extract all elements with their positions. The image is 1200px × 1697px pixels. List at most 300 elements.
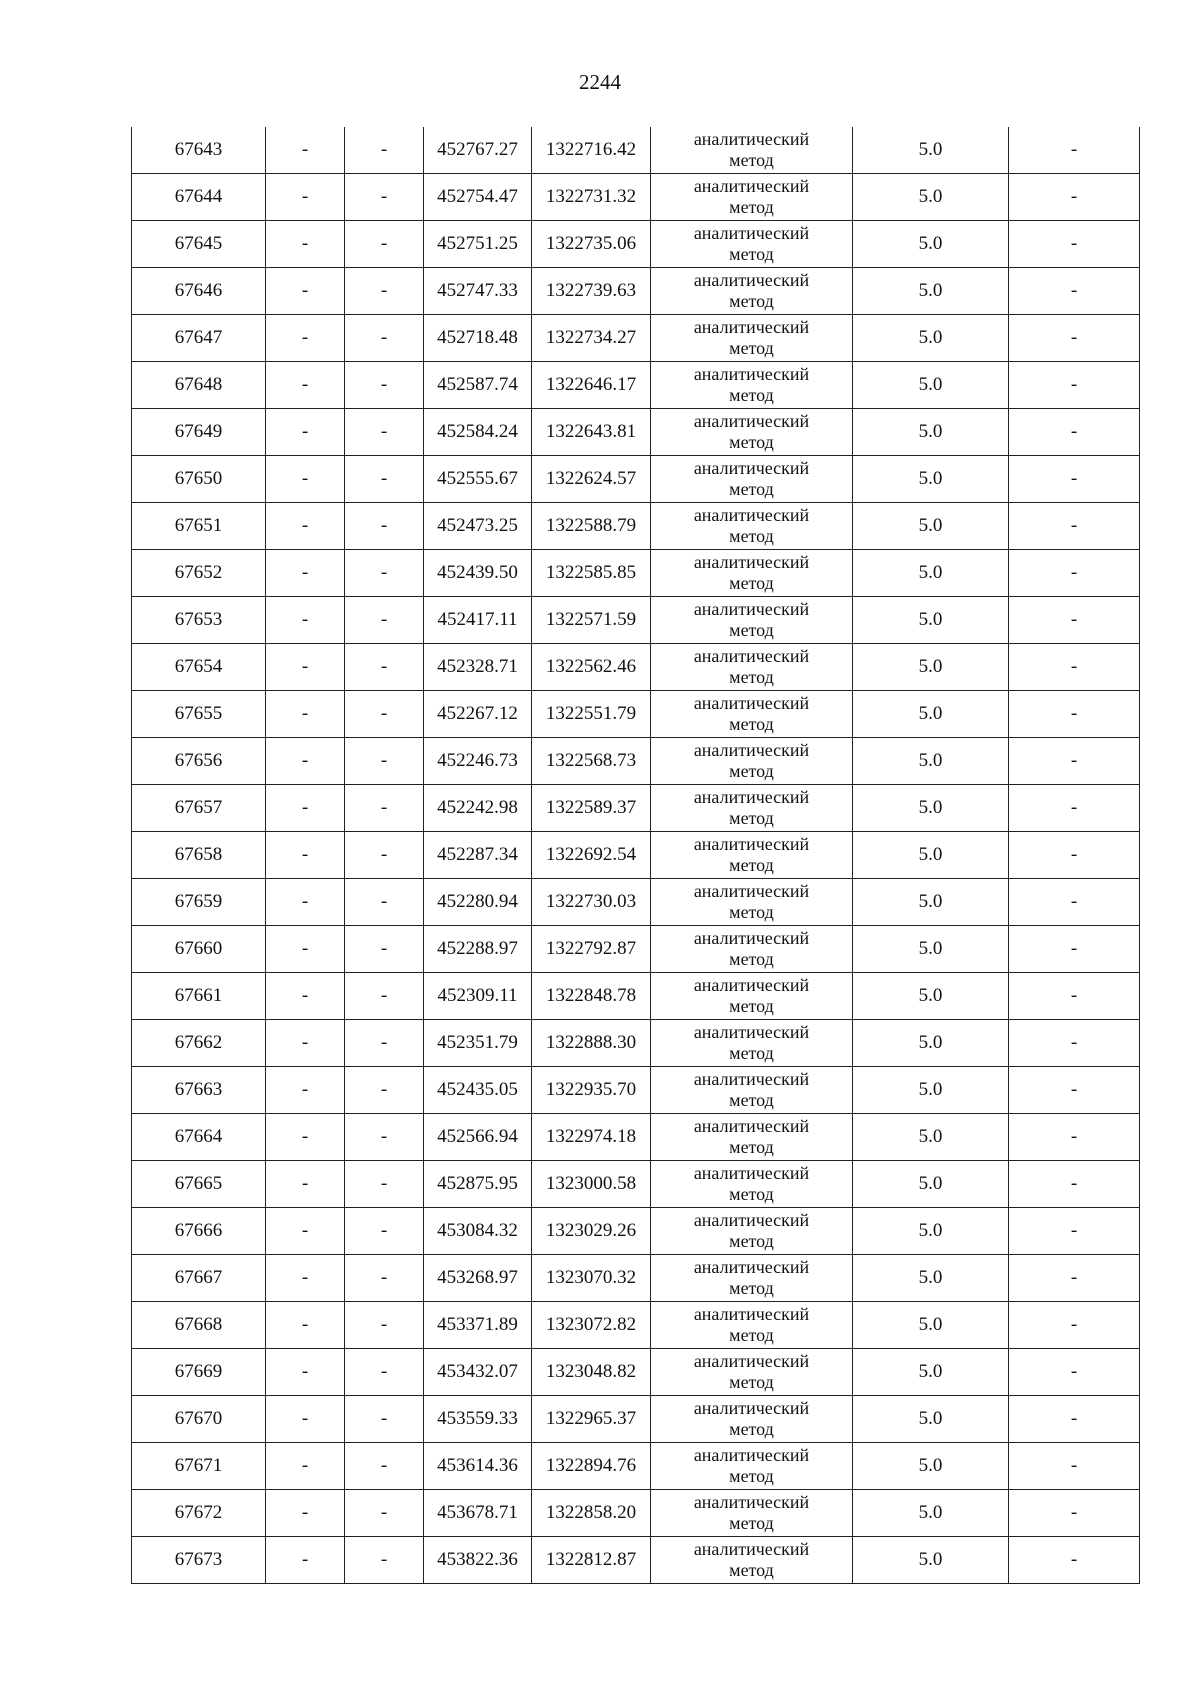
method-cell <box>651 691 853 738</box>
dash-cell-c: - <box>1009 973 1140 1020</box>
table-row <box>132 1396 1140 1443</box>
y-coordinate-cell: 1322894.76 <box>532 1443 651 1490</box>
method-cell <box>651 1255 853 1302</box>
method-cell <box>651 127 853 174</box>
x-coordinate-cell: 452473.25 <box>424 503 532 550</box>
method-line-1: аналитический <box>693 1398 810 1418</box>
table-row <box>132 127 1140 174</box>
method-line-2: метод <box>729 1372 774 1392</box>
method-line-1: аналитический <box>693 881 810 901</box>
accuracy-cell: 5.0 <box>853 550 1009 597</box>
method-line-2: метод <box>729 244 774 264</box>
y-coordinate-cell: 1322848.78 <box>532 973 651 1020</box>
point-number-cell: 67653 <box>132 597 266 644</box>
dash-cell-a: - <box>266 879 345 926</box>
dash-cell-a: - <box>266 1302 345 1349</box>
dash-cell-c: - <box>1009 127 1140 174</box>
point-number-cell: 67666 <box>132 1208 266 1255</box>
dash-cell-b: - <box>345 1443 424 1490</box>
dash-cell-b: - <box>345 550 424 597</box>
dash-cell-b: - <box>345 1255 424 1302</box>
accuracy-cell: 5.0 <box>853 1255 1009 1302</box>
method-line-1: аналитический <box>693 364 810 384</box>
dash-cell-a: - <box>266 973 345 1020</box>
dash-cell-b: - <box>345 785 424 832</box>
method-line-1: аналитический <box>693 1210 810 1230</box>
method-cell <box>651 738 853 785</box>
accuracy-cell: 5.0 <box>853 1396 1009 1443</box>
y-coordinate-cell: 1322735.06 <box>532 221 651 268</box>
table-row <box>132 1443 1140 1490</box>
dash-cell-a: - <box>266 362 345 409</box>
dash-cell-a: - <box>266 221 345 268</box>
method-line-1: аналитический <box>693 1304 810 1324</box>
dash-cell-a: - <box>266 1161 345 1208</box>
method-line-2: метод <box>729 1419 774 1439</box>
dash-cell-b: - <box>345 1490 424 1537</box>
dash-cell-b: - <box>345 1020 424 1067</box>
dash-cell-b: - <box>345 691 424 738</box>
method-cell <box>651 1114 853 1161</box>
accuracy-cell: 5.0 <box>853 1349 1009 1396</box>
accuracy-cell: 5.0 <box>853 597 1009 644</box>
dash-cell-c: - <box>1009 738 1140 785</box>
y-coordinate-cell: 1322965.37 <box>532 1396 651 1443</box>
x-coordinate-cell: 452718.48 <box>424 315 532 362</box>
dash-cell-b: - <box>345 409 424 456</box>
accuracy-cell: 5.0 <box>853 268 1009 315</box>
dash-cell-c: - <box>1009 691 1140 738</box>
table-body <box>132 127 1140 1584</box>
method-line-1: аналитический <box>693 1069 810 1089</box>
table-row <box>132 879 1140 926</box>
dash-cell-a: - <box>266 456 345 503</box>
x-coordinate-cell: 452566.94 <box>424 1114 532 1161</box>
point-number-cell: 67668 <box>132 1302 266 1349</box>
method-cell <box>651 1443 853 1490</box>
x-coordinate-cell: 452587.74 <box>424 362 532 409</box>
dash-cell-b: - <box>345 268 424 315</box>
method-line-2: метод <box>729 1325 774 1345</box>
table-row <box>132 221 1140 268</box>
dash-cell-a: - <box>266 174 345 221</box>
dash-cell-c: - <box>1009 409 1140 456</box>
x-coordinate-cell: 452751.25 <box>424 221 532 268</box>
x-coordinate-cell: 452328.71 <box>424 644 532 691</box>
accuracy-cell: 5.0 <box>853 1302 1009 1349</box>
x-coordinate-cell: 452351.79 <box>424 1020 532 1067</box>
dash-cell-b: - <box>345 1114 424 1161</box>
point-number-cell: 67669 <box>132 1349 266 1396</box>
table-row <box>132 174 1140 221</box>
y-coordinate-cell: 1323048.82 <box>532 1349 651 1396</box>
x-coordinate-cell: 453559.33 <box>424 1396 532 1443</box>
method-cell <box>651 221 853 268</box>
dash-cell-a: - <box>266 691 345 738</box>
x-coordinate-cell: 452747.33 <box>424 268 532 315</box>
x-coordinate-cell: 452287.34 <box>424 832 532 879</box>
y-coordinate-cell: 1322888.30 <box>532 1020 651 1067</box>
y-coordinate-cell: 1323000.58 <box>532 1161 651 1208</box>
dash-cell-c: - <box>1009 1302 1140 1349</box>
accuracy-cell: 5.0 <box>853 221 1009 268</box>
dash-cell-c: - <box>1009 597 1140 644</box>
method-line-1: аналитический <box>693 1257 810 1277</box>
point-number-cell: 67656 <box>132 738 266 785</box>
x-coordinate-cell: 452875.95 <box>424 1161 532 1208</box>
point-number-cell: 67672 <box>132 1490 266 1537</box>
dash-cell-c: - <box>1009 1537 1140 1584</box>
method-line-2: метод <box>729 385 774 405</box>
x-coordinate-cell: 452754.47 <box>424 174 532 221</box>
point-number-cell: 67659 <box>132 879 266 926</box>
method-line-1: аналитический <box>693 1445 810 1465</box>
table-row <box>132 1114 1140 1161</box>
method-line-1: аналитический <box>693 552 810 572</box>
accuracy-cell: 5.0 <box>853 1020 1009 1067</box>
table-row <box>132 1537 1140 1584</box>
method-line-2: метод <box>729 197 774 217</box>
method-line-1: аналитический <box>693 1116 810 1136</box>
method-line-2: метод <box>729 1090 774 1110</box>
point-number-cell: 67646 <box>132 268 266 315</box>
dash-cell-c: - <box>1009 832 1140 879</box>
accuracy-cell: 5.0 <box>853 456 1009 503</box>
method-line-2: метод <box>729 1513 774 1533</box>
dash-cell-c: - <box>1009 1208 1140 1255</box>
point-number-cell: 67658 <box>132 832 266 879</box>
dash-cell-c: - <box>1009 1067 1140 1114</box>
method-line-2: метод <box>729 949 774 969</box>
dash-cell-a: - <box>266 409 345 456</box>
method-cell <box>651 644 853 691</box>
method-cell <box>651 1067 853 1114</box>
method-line-2: метод <box>729 1137 774 1157</box>
point-number-cell: 67652 <box>132 550 266 597</box>
dash-cell-a: - <box>266 926 345 973</box>
dash-cell-c: - <box>1009 503 1140 550</box>
method-line-2: метод <box>729 150 774 170</box>
dash-cell-b: - <box>345 315 424 362</box>
table-row <box>132 1020 1140 1067</box>
x-coordinate-cell: 452417.11 <box>424 597 532 644</box>
dash-cell-c: - <box>1009 1349 1140 1396</box>
method-line-1: аналитический <box>693 1351 810 1371</box>
table-row <box>132 268 1140 315</box>
table-row <box>132 456 1140 503</box>
y-coordinate-cell: 1322792.87 <box>532 926 651 973</box>
accuracy-cell: 5.0 <box>853 926 1009 973</box>
point-number-cell: 67648 <box>132 362 266 409</box>
method-cell <box>651 268 853 315</box>
accuracy-cell: 5.0 <box>853 879 1009 926</box>
table-row <box>132 1208 1140 1255</box>
x-coordinate-cell: 453614.36 <box>424 1443 532 1490</box>
table-row <box>132 362 1140 409</box>
method-line-1: аналитический <box>693 975 810 995</box>
dash-cell-a: - <box>266 1490 345 1537</box>
point-number-cell: 67671 <box>132 1443 266 1490</box>
dash-cell-a: - <box>266 1208 345 1255</box>
point-number-cell: 67661 <box>132 973 266 1020</box>
table-row <box>132 691 1140 738</box>
x-coordinate-cell: 452439.50 <box>424 550 532 597</box>
accuracy-cell: 5.0 <box>853 785 1009 832</box>
method-line-1: аналитический <box>693 411 810 431</box>
point-number-cell: 67664 <box>132 1114 266 1161</box>
method-line-1: аналитический <box>693 928 810 948</box>
method-cell <box>651 362 853 409</box>
accuracy-cell: 5.0 <box>853 832 1009 879</box>
method-cell <box>651 597 853 644</box>
x-coordinate-cell: 452288.97 <box>424 926 532 973</box>
table-row <box>132 1067 1140 1114</box>
dash-cell-c: - <box>1009 1114 1140 1161</box>
dash-cell-b: - <box>345 973 424 1020</box>
x-coordinate-cell: 452309.11 <box>424 973 532 1020</box>
table-row <box>132 832 1140 879</box>
dash-cell-c: - <box>1009 315 1140 362</box>
y-coordinate-cell: 1322730.03 <box>532 879 651 926</box>
method-line-2: метод <box>729 667 774 687</box>
dash-cell-a: - <box>266 1443 345 1490</box>
table-row <box>132 738 1140 785</box>
accuracy-cell: 5.0 <box>853 409 1009 456</box>
y-coordinate-cell: 1322568.73 <box>532 738 651 785</box>
method-line-2: метод <box>729 338 774 358</box>
accuracy-cell: 5.0 <box>853 1067 1009 1114</box>
x-coordinate-cell: 453371.89 <box>424 1302 532 1349</box>
dash-cell-c: - <box>1009 550 1140 597</box>
method-line-2: метод <box>729 1466 774 1486</box>
method-line-1: аналитический <box>693 223 810 243</box>
dash-cell-b: - <box>345 1349 424 1396</box>
x-coordinate-cell: 453822.36 <box>424 1537 532 1584</box>
method-line-2: метод <box>729 291 774 311</box>
accuracy-cell: 5.0 <box>853 362 1009 409</box>
method-line-1: аналитический <box>693 693 810 713</box>
y-coordinate-cell: 1322562.46 <box>532 644 651 691</box>
accuracy-cell: 5.0 <box>853 1161 1009 1208</box>
accuracy-cell: 5.0 <box>853 1537 1009 1584</box>
method-line-1: аналитический <box>693 129 810 149</box>
x-coordinate-cell: 452280.94 <box>424 879 532 926</box>
y-coordinate-cell: 1322716.42 <box>532 127 651 174</box>
y-coordinate-cell: 1322646.17 <box>532 362 651 409</box>
method-cell <box>651 1396 853 1443</box>
dash-cell-b: - <box>345 127 424 174</box>
dash-cell-a: - <box>266 597 345 644</box>
dash-cell-c: - <box>1009 1255 1140 1302</box>
point-number-cell: 67643 <box>132 127 266 174</box>
method-cell <box>651 926 853 973</box>
dash-cell-b: - <box>345 926 424 973</box>
method-line-1: аналитический <box>693 1022 810 1042</box>
dash-cell-a: - <box>266 503 345 550</box>
accuracy-cell: 5.0 <box>853 315 1009 362</box>
method-line-2: метод <box>729 902 774 922</box>
method-cell <box>651 1302 853 1349</box>
table-row <box>132 1490 1140 1537</box>
y-coordinate-cell: 1322571.59 <box>532 597 651 644</box>
method-line-1: аналитический <box>693 1492 810 1512</box>
dash-cell-c: - <box>1009 174 1140 221</box>
method-line-1: аналитический <box>693 505 810 525</box>
method-cell <box>651 785 853 832</box>
table-row <box>132 597 1140 644</box>
method-line-2: метод <box>729 1560 774 1580</box>
method-line-2: метод <box>729 526 774 546</box>
method-line-1: аналитический <box>693 458 810 478</box>
method-line-2: метод <box>729 1043 774 1063</box>
method-line-2: метод <box>729 620 774 640</box>
method-line-2: метод <box>729 761 774 781</box>
point-number-cell: 67665 <box>132 1161 266 1208</box>
point-number-cell: 67647 <box>132 315 266 362</box>
method-cell <box>651 315 853 362</box>
table-row <box>132 409 1140 456</box>
dash-cell-c: - <box>1009 221 1140 268</box>
method-cell <box>651 973 853 1020</box>
y-coordinate-cell: 1322812.87 <box>532 1537 651 1584</box>
accuracy-cell: 5.0 <box>853 1490 1009 1537</box>
method-line-2: метод <box>729 855 774 875</box>
dash-cell-b: - <box>345 456 424 503</box>
dash-cell-c: - <box>1009 879 1140 926</box>
dash-cell-b: - <box>345 644 424 691</box>
dash-cell-c: - <box>1009 1396 1140 1443</box>
point-number-cell: 67662 <box>132 1020 266 1067</box>
x-coordinate-cell: 453678.71 <box>424 1490 532 1537</box>
x-coordinate-cell: 452246.73 <box>424 738 532 785</box>
page-number: 2244 <box>579 70 621 94</box>
point-number-cell: 67649 <box>132 409 266 456</box>
method-cell <box>651 1161 853 1208</box>
dash-cell-b: - <box>345 221 424 268</box>
table-row <box>132 973 1140 1020</box>
method-line-1: аналитический <box>693 176 810 196</box>
table-row <box>132 550 1140 597</box>
coordinates-table <box>131 127 1140 1584</box>
y-coordinate-cell: 1322935.70 <box>532 1067 651 1114</box>
dash-cell-b: - <box>345 1161 424 1208</box>
method-line-1: аналитический <box>693 317 810 337</box>
table-row <box>132 503 1140 550</box>
point-number-cell: 67654 <box>132 644 266 691</box>
accuracy-cell: 5.0 <box>853 973 1009 1020</box>
method-line-2: метод <box>729 432 774 452</box>
dash-cell-c: - <box>1009 785 1140 832</box>
dash-cell-b: - <box>345 738 424 785</box>
method-line-1: аналитический <box>693 834 810 854</box>
method-cell <box>651 409 853 456</box>
method-line-2: метод <box>729 808 774 828</box>
dash-cell-b: - <box>345 597 424 644</box>
table-row <box>132 1302 1140 1349</box>
method-line-2: метод <box>729 1231 774 1251</box>
dash-cell-c: - <box>1009 1020 1140 1067</box>
dash-cell-a: - <box>266 738 345 785</box>
y-coordinate-cell: 1323029.26 <box>532 1208 651 1255</box>
method-line-2: метод <box>729 996 774 1016</box>
point-number-cell: 67655 <box>132 691 266 738</box>
y-coordinate-cell: 1323072.82 <box>532 1302 651 1349</box>
dash-cell-b: - <box>345 362 424 409</box>
accuracy-cell: 5.0 <box>853 691 1009 738</box>
point-number-cell: 67645 <box>132 221 266 268</box>
table-row <box>132 1349 1140 1396</box>
method-cell <box>651 1490 853 1537</box>
method-line-1: аналитический <box>693 599 810 619</box>
table-row <box>132 1255 1140 1302</box>
accuracy-cell: 5.0 <box>853 503 1009 550</box>
method-line-2: метод <box>729 1278 774 1298</box>
method-cell <box>651 550 853 597</box>
method-cell <box>651 1020 853 1067</box>
dash-cell-b: - <box>345 1537 424 1584</box>
table-row <box>132 315 1140 362</box>
y-coordinate-cell: 1322589.37 <box>532 785 651 832</box>
accuracy-cell: 5.0 <box>853 1114 1009 1161</box>
x-coordinate-cell: 452584.24 <box>424 409 532 456</box>
method-line-1: аналитический <box>693 1163 810 1183</box>
x-coordinate-cell: 452267.12 <box>424 691 532 738</box>
accuracy-cell: 5.0 <box>853 127 1009 174</box>
point-number-cell: 67670 <box>132 1396 266 1443</box>
y-coordinate-cell: 1322585.85 <box>532 550 651 597</box>
point-number-cell: 67667 <box>132 1255 266 1302</box>
method-cell <box>651 174 853 221</box>
x-coordinate-cell: 453084.32 <box>424 1208 532 1255</box>
x-coordinate-cell: 452435.05 <box>424 1067 532 1114</box>
dash-cell-b: - <box>345 503 424 550</box>
method-line-1: аналитический <box>693 740 810 760</box>
method-cell <box>651 503 853 550</box>
point-number-cell: 67657 <box>132 785 266 832</box>
point-number-cell: 67651 <box>132 503 266 550</box>
dash-cell-c: - <box>1009 1161 1140 1208</box>
dash-cell-a: - <box>266 315 345 362</box>
point-number-cell: 67663 <box>132 1067 266 1114</box>
dash-cell-b: - <box>345 1302 424 1349</box>
dash-cell-a: - <box>266 1067 345 1114</box>
dash-cell-a: - <box>266 1349 345 1396</box>
dash-cell-c: - <box>1009 644 1140 691</box>
dash-cell-a: - <box>266 1255 345 1302</box>
dash-cell-a: - <box>266 1020 345 1067</box>
dash-cell-a: - <box>266 550 345 597</box>
dash-cell-c: - <box>1009 926 1140 973</box>
method-cell <box>651 1208 853 1255</box>
dash-cell-b: - <box>345 879 424 926</box>
dash-cell-c: - <box>1009 362 1140 409</box>
y-coordinate-cell: 1322551.79 <box>532 691 651 738</box>
method-line-2: метод <box>729 479 774 499</box>
method-cell <box>651 1349 853 1396</box>
accuracy-cell: 5.0 <box>853 174 1009 221</box>
accuracy-cell: 5.0 <box>853 1443 1009 1490</box>
method-line-2: метод <box>729 573 774 593</box>
method-line-1: аналитический <box>693 787 810 807</box>
accuracy-cell: 5.0 <box>853 1208 1009 1255</box>
dash-cell-a: - <box>266 1114 345 1161</box>
dash-cell-c: - <box>1009 1490 1140 1537</box>
dash-cell-b: - <box>345 832 424 879</box>
x-coordinate-cell: 452767.27 <box>424 127 532 174</box>
y-coordinate-cell: 1322588.79 <box>532 503 651 550</box>
point-number-cell: 67644 <box>132 174 266 221</box>
y-coordinate-cell: 1323070.32 <box>532 1255 651 1302</box>
